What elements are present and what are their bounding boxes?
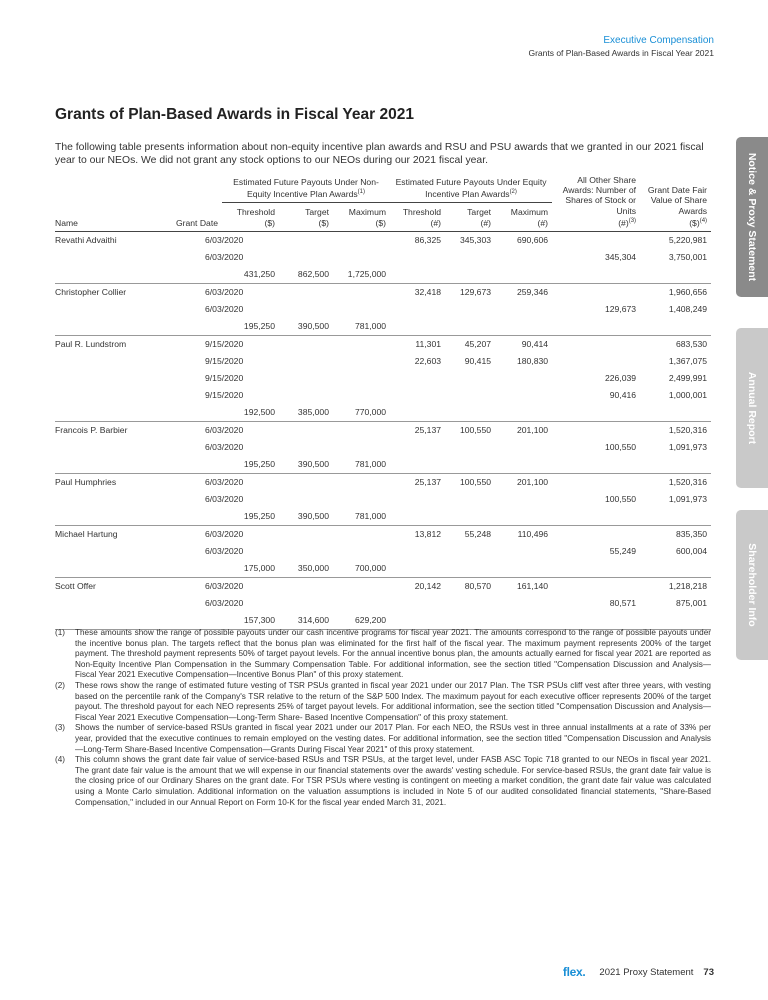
footer-doc-title: 2021 Proxy Statement <box>599 966 694 978</box>
cell-target-dollars <box>279 387 333 404</box>
cell-maximum-dollars <box>333 473 390 491</box>
cell-maximum-shares <box>495 249 552 266</box>
cell-grant-date-fair-value: 1,091,973 <box>668 494 708 505</box>
cell-target-dollars <box>279 301 333 318</box>
cell-target-dollars: 385,000 <box>279 404 333 422</box>
cell-other-share-awards <box>552 577 640 595</box>
cell-target-shares <box>445 508 495 526</box>
cell-target-dollars <box>279 595 333 612</box>
equity-group-header: Estimated Future Payouts Under Equity Incentive Plan Awards$^{(2)}$ <box>390 175 552 202</box>
cell-maximum-shares: 201,100 <box>516 477 549 488</box>
cell-other-share-awards <box>552 318 640 336</box>
cell-maximum-shares <box>495 595 552 612</box>
cell-grant-date <box>155 318 222 336</box>
cell-name <box>55 543 155 560</box>
cell-name <box>55 266 155 284</box>
cell-maximum-shares <box>495 456 552 474</box>
cell-threshold-shares: 13,812 <box>414 529 442 540</box>
awards-table <box>55 175 711 630</box>
footnote-number: (1) <box>55 628 66 637</box>
cell-maximum-dollars: 781,000 <box>333 456 390 474</box>
cell-grant-date: 6/03/2020 <box>205 546 244 557</box>
cell-grant-date-fair-value <box>640 508 711 526</box>
cell-target-shares: 90,415 <box>464 356 492 367</box>
cell-maximum-dollars <box>333 249 390 266</box>
page-number: 73 <box>703 966 714 978</box>
cell-target-dollars <box>279 473 333 491</box>
cell-grant-date-fair-value <box>640 404 711 422</box>
table-row <box>55 318 711 336</box>
cell-other-share-awards <box>552 266 640 284</box>
footnote-text: These rows show the range of estimated future vesting of TSR PSUs granted in fiscal year 2021 under our 2017 Plan. The TSR PSUs cliff vest after three years, with vesting based on the percentile rank of the Company's TSR relative to the return of the S&P 500 Index. The maximum payout for each executive officer represents 200% of the target payout. The threshold payout for each NEO represents 25% of target payout levels. For additional information, see the section titled "Compensation Discussion and Analysis—Fiscal Year 2021 Executive Compensation—Long-Term Share- Based Incentive Compensation" of this proxy statement. <box>75 680 711 722</box>
cell-other-share-awards <box>552 283 640 301</box>
cell-maximum-dollars <box>333 283 390 301</box>
table-row <box>55 577 711 595</box>
cell-maximum-dollars <box>333 543 390 560</box>
cell-maximum-dollars <box>333 370 390 387</box>
footnote <box>55 628 711 681</box>
cell-maximum-dollars <box>333 231 390 249</box>
col-grant-date: Grant Date <box>155 202 222 231</box>
col-maximum-dollars: Maximum ($) <box>333 202 390 231</box>
footnote-number: (4) <box>55 755 66 765</box>
cell-threshold-dollars: 195,250 <box>222 456 279 474</box>
footnote-number: (2) <box>55 680 66 690</box>
cell-target-dollars <box>279 249 333 266</box>
header-section: Executive Compensation <box>603 35 714 46</box>
col-name: Name <box>55 202 155 231</box>
cell-threshold-dollars: 195,250 <box>222 318 279 336</box>
cell-other-share-awards <box>552 335 640 353</box>
cell-threshold-shares: 25,137 <box>414 425 442 436</box>
cell-maximum-shares: 201,100 <box>516 425 549 436</box>
cell-maximum-dollars <box>333 301 390 318</box>
col-threshold-dollars: Threshold ($) <box>222 202 279 231</box>
cell-other-share-awards <box>552 231 640 249</box>
cell-threshold-shares: 25,137 <box>414 477 442 488</box>
cell-name <box>55 353 155 370</box>
cell-name <box>55 595 155 612</box>
cell-threshold-shares <box>390 387 445 404</box>
cell-target-shares <box>445 560 495 578</box>
cell-threshold-shares <box>390 439 445 456</box>
cell-other-share-awards: 345,304 <box>604 252 637 263</box>
cell-target-dollars <box>279 283 333 301</box>
cell-grant-date: 6/03/2020 <box>205 442 244 453</box>
cell-target-dollars <box>279 335 333 353</box>
cell-name <box>55 560 155 578</box>
cell-grant-date-fair-value: 1,520,316 <box>668 425 708 436</box>
cell-target-dollars: 314,600 <box>279 612 333 630</box>
footnote <box>55 755 711 808</box>
cell-maximum-dollars <box>333 387 390 404</box>
table-row <box>55 404 711 422</box>
other-awards-header: All Other Share Awards: Number of Shares of Stock or Units (#)$^{(3)}$ <box>552 175 640 231</box>
cell-other-share-awards: 226,039 <box>604 373 637 384</box>
cell-grant-date-fair-value: 5,220,981 <box>668 235 708 246</box>
cell-threshold-dollars: 157,300 <box>222 612 279 630</box>
col-target-shares: Target (#) <box>445 202 495 231</box>
cell-name: Revathi Advaithi <box>55 235 117 246</box>
cell-threshold-shares <box>390 370 445 387</box>
cell-target-shares <box>445 439 495 456</box>
cell-threshold-shares <box>390 249 445 266</box>
cell-other-share-awards <box>552 404 640 422</box>
cell-target-shares <box>445 301 495 318</box>
cell-grant-date <box>155 266 222 284</box>
cell-target-shares <box>445 266 495 284</box>
cell-name <box>55 318 155 336</box>
cell-target-shares <box>445 249 495 266</box>
footnote-text: These amounts show the range of possible payouts under our cash incentive programs for fiscal year 2021. The amounts correspond to the range of possible payouts under the incentive bonus plan. The targets reflect that the bonus plan was eliminated for the first half of the fiscal year. The maximum payment represents 200% of the target payment. The threshold payment represents 50% of target payout levels. For the annual incentive bonus plan, the amounts actually earned for fiscal year 2021 are reported as Non-Equity Incentive Plan Compensation in the Summary Compensation Table. For additional information, see the section titled "Compensation Discussion and Analysis—Fiscal Year 2021 Executive Compensation—Incentive Bonus Plan" of this proxy statement. <box>75 628 711 680</box>
cell-maximum-shares <box>495 508 552 526</box>
cell-name <box>55 491 155 508</box>
cell-other-share-awards <box>552 560 640 578</box>
cell-other-share-awards: 80,571 <box>609 598 637 609</box>
cell-maximum-shares: 90,414 <box>521 339 549 350</box>
cell-maximum-shares <box>495 318 552 336</box>
cell-grant-date-fair-value: 875,001 <box>675 598 708 609</box>
cell-maximum-dollars <box>333 353 390 370</box>
cell-other-share-awards <box>552 473 640 491</box>
cell-grant-date-fair-value: 1,960,656 <box>668 287 708 298</box>
cell-target-shares <box>445 595 495 612</box>
cell-other-share-awards: 129,673 <box>604 304 637 315</box>
cell-grant-date <box>155 560 222 578</box>
cell-target-shares <box>445 612 495 630</box>
cell-threshold-dollars: 175,000 <box>222 560 279 578</box>
cell-target-shares: 345,303 <box>459 235 492 246</box>
page-footer <box>563 965 714 979</box>
cell-grant-date-fair-value: 2,499,991 <box>668 373 708 384</box>
cell-grant-date: 9/15/2020 <box>205 390 244 401</box>
cell-name <box>55 249 155 266</box>
cell-target-dollars: 390,500 <box>279 318 333 336</box>
cell-target-dollars: 390,500 <box>279 456 333 474</box>
cell-maximum-shares: 110,496 <box>517 529 549 540</box>
cell-grant-date: 6/03/2020 <box>205 598 244 609</box>
table-row <box>55 231 711 249</box>
cell-grant-date <box>155 404 222 422</box>
side-tab-label: Shareholder Info <box>746 543 758 627</box>
cell-target-dollars <box>279 543 333 560</box>
cell-maximum-shares: 259,346 <box>516 287 549 298</box>
cell-target-shares: 45,207 <box>464 339 492 350</box>
cell-threshold-shares <box>390 456 445 474</box>
footnote-number: (3) <box>55 723 66 733</box>
cell-threshold-shares: 11,301 <box>415 339 442 350</box>
cell-maximum-dollars: 629,200 <box>333 612 390 630</box>
cell-threshold-shares <box>390 543 445 560</box>
table-row <box>55 612 711 630</box>
intro-paragraph: The following table presents information about non-equity incentive plan awards and RSU and PSU awards that we granted in our 2021 fiscal year to our NEOs. We did not grant any stock options to our NEOs during our 2021 fiscal year. <box>55 142 704 166</box>
cell-other-share-awards: 100,550 <box>604 494 637 505</box>
cell-threshold-shares <box>390 318 445 336</box>
cell-grant-date-fair-value: 1,408,249 <box>668 304 708 315</box>
cell-target-dollars: 862,500 <box>279 266 333 284</box>
footnote-text: This column shows the grant date fair value of service-based RSUs and TSR PSUs, at the target level, under FASB ASC Topic 718 granted to our NEOs in fiscal year 2021. The grant date fair value is the amount that we will expense in our financial statements over the awards' vesting schedule. For service-based RSUs, the grant date fair value is the closing price of our Ordinary Shares on the grant date. For TSR PSUs where vesting is contingent on meeting a market condition, the grant date fair value was calculated using a Monte Carlo simulation. Additional information on the valuation assumptions is included in Note 5 of our audited consolidated financial statements, "Share-Based Compensation," included in our Annual Report on Form 10-K for the fiscal year ended March 31, 2021. <box>75 755 711 807</box>
cell-target-shares <box>445 387 495 404</box>
cell-name: Paul Humphries <box>55 477 117 488</box>
cell-name <box>55 370 155 387</box>
cell-maximum-dollars: 781,000 <box>333 318 390 336</box>
cell-grant-date-fair-value: 1,218,218 <box>668 581 708 592</box>
cell-other-share-awards: 100,550 <box>604 442 637 453</box>
cell-threshold-shares <box>390 595 445 612</box>
cell-maximum-dollars <box>333 439 390 456</box>
cell-maximum-shares <box>495 560 552 578</box>
cell-maximum-dollars: 1,725,000 <box>333 266 390 284</box>
cell-grant-date-fair-value: 683,530 <box>675 339 708 350</box>
cell-target-dollars <box>279 577 333 595</box>
cell-grant-date: 6/03/2020 <box>205 287 244 298</box>
table-row <box>55 266 711 284</box>
col-threshold-shares: Threshold (#) <box>390 202 445 231</box>
cell-target-shares <box>445 318 495 336</box>
cell-target-dollars: 390,500 <box>279 508 333 526</box>
side-tab-shareholder-info[interactable] <box>736 510 768 660</box>
cell-threshold-shares <box>390 612 445 630</box>
cell-grant-date: 6/03/2020 <box>205 304 244 315</box>
table-row <box>55 370 711 387</box>
table-row <box>55 335 711 353</box>
cell-maximum-shares: 690,606 <box>516 235 549 246</box>
cell-target-shares: 55,248 <box>464 529 492 540</box>
cell-maximum-shares <box>495 612 552 630</box>
cell-maximum-dollars: 770,000 <box>333 404 390 422</box>
cell-grant-date-fair-value: 835,350 <box>675 529 708 540</box>
cell-grant-date: 6/03/2020 <box>205 235 244 246</box>
cell-threshold-shares <box>390 508 445 526</box>
table-row <box>55 473 711 491</box>
cell-threshold-dollars: 192,500 <box>222 404 279 422</box>
cell-threshold-shares <box>390 301 445 318</box>
cell-grant-date-fair-value <box>640 318 711 336</box>
cell-maximum-shares <box>495 491 552 508</box>
cell-maximum-shares <box>495 266 552 284</box>
cell-name <box>55 456 155 474</box>
cell-target-shares <box>445 404 495 422</box>
table-row <box>55 456 711 474</box>
cell-target-dollars <box>279 491 333 508</box>
cell-threshold-shares <box>390 560 445 578</box>
footnotes <box>55 628 711 808</box>
cell-grant-date <box>155 456 222 474</box>
cell-target-dollars <box>279 439 333 456</box>
footnote <box>55 681 711 723</box>
cell-threshold-dollars: 195,250 <box>222 508 279 526</box>
table-row <box>55 595 711 612</box>
table-row <box>55 421 711 439</box>
cell-target-shares <box>445 491 495 508</box>
cell-grant-date: 6/03/2020 <box>205 252 244 263</box>
cell-grant-date <box>155 508 222 526</box>
side-tab-label: Notice & Proxy Statement <box>746 152 758 282</box>
header-subsection: Grants of Plan-Based Awards in Fiscal Year 2021 <box>528 48 714 58</box>
table-row <box>55 491 711 508</box>
table-row <box>55 439 711 456</box>
cell-threshold-dollars: 431,250 <box>222 266 279 284</box>
cell-maximum-shares <box>495 543 552 560</box>
cell-target-dollars <box>279 421 333 439</box>
cell-grant-date-fair-value <box>640 560 711 578</box>
cell-target-dollars <box>279 353 333 370</box>
cell-threshold-shares <box>390 266 445 284</box>
cell-maximum-dollars <box>333 335 390 353</box>
cell-name <box>55 404 155 422</box>
side-tab-notice-proxy[interactable] <box>736 137 768 297</box>
cell-target-shares: 80,570 <box>464 581 492 592</box>
cell-target-shares: 100,550 <box>459 477 492 488</box>
page-title: Grants of Plan-Based Awards in Fiscal Year 2021 <box>55 106 414 123</box>
cell-target-shares <box>445 456 495 474</box>
cell-other-share-awards <box>552 421 640 439</box>
cell-threshold-shares <box>390 491 445 508</box>
cell-grant-date-fair-value <box>640 612 711 630</box>
table-row <box>55 560 711 578</box>
cell-maximum-shares <box>495 387 552 404</box>
cell-grant-date: 6/03/2020 <box>205 529 244 540</box>
cell-target-dollars: 350,000 <box>279 560 333 578</box>
cell-name <box>55 508 155 526</box>
flex-logo: flex. <box>562 965 586 979</box>
cell-grant-date: 6/03/2020 <box>205 425 244 436</box>
cell-maximum-dollars <box>333 595 390 612</box>
table-row <box>55 387 711 404</box>
table-row <box>55 283 711 301</box>
cell-name: Michael Hartung <box>55 529 118 540</box>
cell-target-dollars <box>279 525 333 543</box>
cell-maximum-dollars: 781,000 <box>333 508 390 526</box>
cell-grant-date-fair-value: 600,004 <box>675 546 708 557</box>
table-row <box>55 525 711 543</box>
cell-grant-date-fair-value <box>640 266 711 284</box>
cell-grant-date-fair-value: 1,520,316 <box>668 477 708 488</box>
cell-target-dollars <box>279 231 333 249</box>
table-row <box>55 508 711 526</box>
running-header <box>528 35 714 58</box>
col-maximum-shares: Maximum (#) <box>495 202 552 231</box>
cell-maximum-dollars <box>333 577 390 595</box>
cell-maximum-dollars <box>333 491 390 508</box>
cell-grant-date: 9/15/2020 <box>205 339 244 350</box>
table-row <box>55 249 711 266</box>
table-row <box>55 353 711 370</box>
cell-name <box>55 439 155 456</box>
cell-maximum-shares <box>495 301 552 318</box>
cell-threshold-shares <box>390 404 445 422</box>
cell-maximum-dollars <box>333 421 390 439</box>
cell-threshold-shares: 32,418 <box>414 287 442 298</box>
cell-grant-date-fair-value <box>640 456 711 474</box>
table-row <box>55 543 711 560</box>
cell-grant-date-fair-value: 1,367,075 <box>668 356 708 367</box>
cell-maximum-dollars: 700,000 <box>333 560 390 578</box>
cell-name <box>55 301 155 318</box>
cell-other-share-awards <box>552 508 640 526</box>
cell-other-share-awards: 55,249 <box>609 546 637 557</box>
cell-name <box>55 387 155 404</box>
side-tab-label: Annual Report <box>746 371 758 445</box>
cell-grant-date: 6/03/2020 <box>205 477 244 488</box>
cell-other-share-awards <box>552 353 640 370</box>
cell-name: Francois P. Barbier <box>55 425 128 436</box>
cell-grant-date <box>155 612 222 630</box>
cell-grant-date-fair-value: 1,091,973 <box>668 442 708 453</box>
cell-other-share-awards: 90,416 <box>609 390 637 401</box>
footnote-text: Shows the number of service-based RSUs granted in fiscal year 2021 under our 2017 Plan. For each NEO, the RSUs vest in three annual installments at a rate of 33% per year, provided that the executive continues to remain employed on the vesting dates. For additional information, see the section titled "Compensation Discussion and Analysis—Long-Term Share-Based Incentive Compensation—Grants During Fiscal Year 2021" of this proxy statement. <box>75 723 711 754</box>
cell-other-share-awards <box>552 456 640 474</box>
cell-grant-date-fair-value: 3,750,001 <box>668 252 708 263</box>
cell-threshold-shares: 86,325 <box>414 235 442 246</box>
cell-target-dollars <box>279 370 333 387</box>
side-tab-annual-report[interactable] <box>736 328 768 488</box>
cell-maximum-shares <box>495 370 552 387</box>
header-row-groups <box>55 175 711 202</box>
cell-other-share-awards <box>552 612 640 630</box>
cell-threshold-shares: 22,603 <box>414 356 442 367</box>
cell-target-shares <box>445 370 495 387</box>
cell-grant-date-fair-value: 1,000,001 <box>668 390 708 401</box>
cell-maximum-shares: 180,830 <box>516 356 549 367</box>
cell-name: Scott Offer <box>55 581 96 592</box>
cell-grant-date: 9/15/2020 <box>205 356 244 367</box>
table-row <box>55 301 711 318</box>
non-equity-group-header: Estimated Future Payouts Under Non-Equity Incentive Plan Awards$^{(1)}$ <box>222 175 390 202</box>
cell-grant-date: 6/03/2020 <box>205 494 244 505</box>
cell-other-share-awards <box>552 525 640 543</box>
cell-name: Christopher Collier <box>55 287 127 298</box>
cell-name <box>55 612 155 630</box>
footnote <box>55 723 711 755</box>
col-target-dollars: Target ($) <box>279 202 333 231</box>
cell-threshold-shares: 20,142 <box>414 581 442 592</box>
cell-grant-date: 6/03/2020 <box>205 581 244 592</box>
cell-grant-date: 9/15/2020 <box>205 373 244 384</box>
fair-value-header: Grant Date Fair Value of Share Awards ($)$^{(4)}$ <box>640 175 711 231</box>
cell-name: Paul R. Lundstrom <box>55 339 127 350</box>
cell-target-shares: 129,673 <box>459 287 492 298</box>
cell-maximum-shares <box>495 439 552 456</box>
cell-maximum-dollars <box>333 525 390 543</box>
cell-maximum-shares <box>495 404 552 422</box>
cell-maximum-shares: 161,140 <box>516 581 549 592</box>
cell-target-shares: 100,550 <box>459 425 492 436</box>
cell-target-shares <box>445 543 495 560</box>
table-body <box>55 231 711 629</box>
